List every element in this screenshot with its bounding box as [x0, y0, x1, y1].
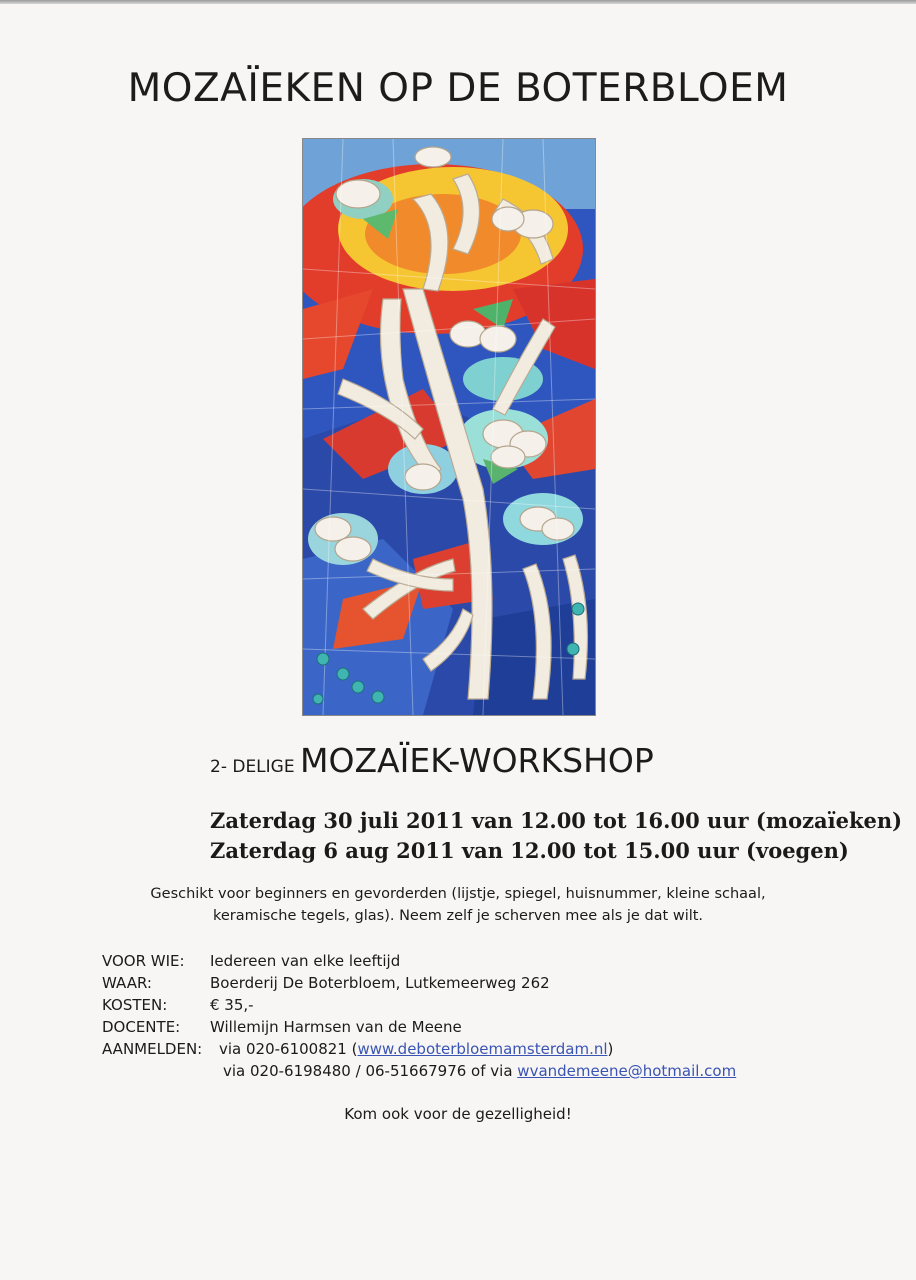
- website-link[interactable]: www.deboterbloemamsterdam.nl: [357, 1040, 608, 1058]
- detail-label: DOCENTE:: [102, 1018, 181, 1036]
- subtitle-main: MOZAÏEK-WORKSHOP: [300, 741, 654, 780]
- description-line-2: keramische tegels, glas). Neem zelf je scherven mee als je dat wilt.: [212, 908, 704, 924]
- description-line-1: Geschikt voor beginners en gevorderden (lijstje, spiegel, huisnummer, kleine schaal,: [150, 886, 766, 902]
- detail-value: Iedereen van elke leeftijd: [210, 952, 401, 970]
- detail-label: VOOR WIE:: [102, 952, 185, 970]
- detail-label: WAAR:: [102, 974, 152, 992]
- date-line-2: Zaterdag 6 aug 2011 van 12.00 tot 15.00 uur (voegen): [210, 838, 849, 863]
- mosaic-flower-artwork-icon: [303, 139, 595, 715]
- scan-edge: [0, 0, 916, 4]
- page-title: MOZAÏEKEN OP DE BOTERBLOEM: [127, 66, 789, 111]
- workshop-subtitle: [210, 741, 654, 780]
- detail-value: € 35,-: [210, 996, 254, 1014]
- workshop-dates: [210, 806, 902, 866]
- detail-label: AANMELDEN:: [102, 1040, 203, 1058]
- mosaic-artwork-image: [303, 139, 595, 715]
- closing-text: Kom ook voor de gezelligheid!: [344, 1105, 572, 1123]
- detail-value: Willemijn Harmsen van de Meene: [210, 1018, 462, 1036]
- detail-value: [219, 1038, 613, 1060]
- aanmelden2-prefix: via 020-6198480 / 06-51667976 of via: [223, 1062, 518, 1080]
- aanmelden-prefix: via 020-6100821 (: [219, 1040, 358, 1058]
- subtitle-prefix: 2- DELIGE: [210, 757, 300, 777]
- aanmelden-suffix: ): [607, 1040, 614, 1058]
- detail-value: Boerderij De Boterbloem, Lutkemeerweg 262: [210, 974, 550, 992]
- detail-label: KOSTEN:: [102, 996, 168, 1014]
- email-link[interactable]: wvandemeene@hotmail.com: [517, 1062, 737, 1080]
- date-line-1: Zaterdag 30 juli 2011 van 12.00 tot 16.00 uur (mozaïeken): [210, 808, 903, 833]
- description: [100, 883, 816, 927]
- detail-value: [223, 1060, 736, 1082]
